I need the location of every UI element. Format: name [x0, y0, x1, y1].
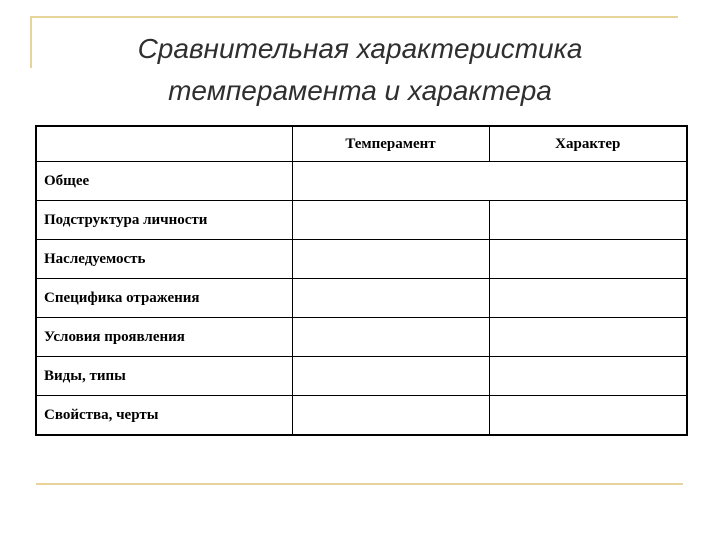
slide-title-line-2: темперамента и характера [168, 75, 552, 106]
cell-character [489, 396, 687, 436]
table-row [36, 162, 687, 201]
table-header-row [36, 126, 687, 162]
cell-character [489, 357, 687, 396]
row-label-kinds-types: Виды, типы [36, 357, 292, 396]
row-label-heritability: Наследуемость [36, 240, 292, 279]
cell-temperament [292, 318, 489, 357]
decorative-top-line [30, 16, 678, 18]
row-label-manifestation-conditions: Условия проявления [36, 318, 292, 357]
cell-temperament [292, 396, 489, 436]
table-row [36, 240, 687, 279]
row-general-merged-cell [292, 162, 687, 201]
cell-temperament [292, 357, 489, 396]
row-label-general: Общее [36, 162, 292, 201]
slide-title [40, 28, 680, 112]
cell-character [489, 318, 687, 357]
table-row [36, 396, 687, 436]
cell-character [489, 279, 687, 318]
table-row [36, 357, 687, 396]
table-row [36, 201, 687, 240]
cell-temperament [292, 201, 489, 240]
header-temperament: Темперамент [292, 126, 489, 162]
slide-title-line-1: Сравнительная характеристика [137, 33, 583, 64]
cell-character [489, 201, 687, 240]
table-row [36, 279, 687, 318]
decorative-left-line [30, 16, 32, 68]
comparison-table [35, 125, 688, 436]
cell-character [489, 240, 687, 279]
decorative-bottom-line [36, 483, 683, 485]
header-empty-cell [36, 126, 292, 162]
row-label-properties-traits: Свойства, черты [36, 396, 292, 436]
cell-temperament [292, 240, 489, 279]
table-row [36, 318, 687, 357]
row-label-reflection-specifics: Специфика отражения [36, 279, 292, 318]
header-character: Характер [489, 126, 687, 162]
row-label-personality-substructure: Подструктура личности [36, 201, 292, 240]
cell-temperament [292, 279, 489, 318]
